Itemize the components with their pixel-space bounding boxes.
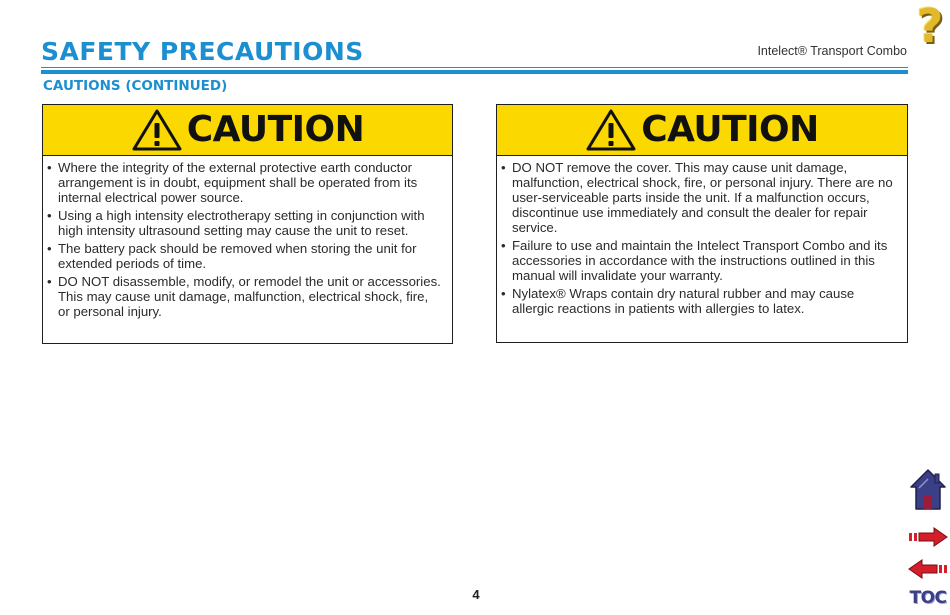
page-title: SAFETY PRECAUTIONS (41, 37, 364, 66)
header-divider-thick (41, 70, 908, 74)
list-item: • DO NOT disassemble, modify, or remodel the unit or accessories. This may cause unit damage, malfunction, electrical shock, fire, or personal injury. (47, 274, 442, 319)
toc-button[interactable]: TOC (909, 588, 947, 608)
caution-banner-label: CAUTION (186, 109, 365, 150)
previous-page-arrow-icon[interactable] (908, 559, 948, 579)
warning-triangle-icon (585, 108, 637, 152)
warning-triangle-icon (131, 108, 183, 152)
list-item: • Failure to use and maintain the Intelect Transport Combo and its accessories in accordance with the instructions outlined in this manual will invalidate your warranty. (501, 238, 897, 283)
caution-banner-label: CAUTION (641, 109, 819, 150)
list-item: • The battery pack should be removed when storing the unit for extended periods of time. (47, 241, 442, 271)
document-name: Intelect® Transport Combo (757, 44, 907, 58)
next-page-arrow-icon[interactable] (908, 527, 948, 547)
page-number: 4 (472, 587, 480, 602)
caution-list (497, 156, 907, 316)
caution-banner (43, 105, 452, 156)
caution-box-right (496, 104, 908, 343)
header-divider-thin (41, 67, 908, 68)
home-icon[interactable] (909, 468, 947, 512)
list-item: • Where the integrity of the external protective earth conductor arrangement is in doubt, equipment shall be operated from its internal electrical power source. (47, 160, 442, 205)
caution-banner (497, 105, 907, 156)
caution-list (43, 156, 452, 319)
list-item: • DO NOT remove the cover. This may cause unit damage, malfunction, electrical shock, fire, or personal injury. There are no user-serviceable parts inside the unit. If a malfunction occurs, discontinue use immediately and consult the dealer for repair service. (501, 160, 897, 235)
list-item: • Using a high intensity electrotherapy setting in conjunction with high intensity ultrasound setting may cause the unit to reset. (47, 208, 442, 238)
help-button[interactable]: ? (916, 0, 944, 53)
list-item: • Nylatex® Wraps contain dry natural rubber and may cause allergic reactions in patients with allergies to latex. (501, 286, 897, 316)
caution-box-left (42, 104, 453, 344)
section-subtitle: CAUTIONS (CONTINUED) (43, 78, 228, 94)
